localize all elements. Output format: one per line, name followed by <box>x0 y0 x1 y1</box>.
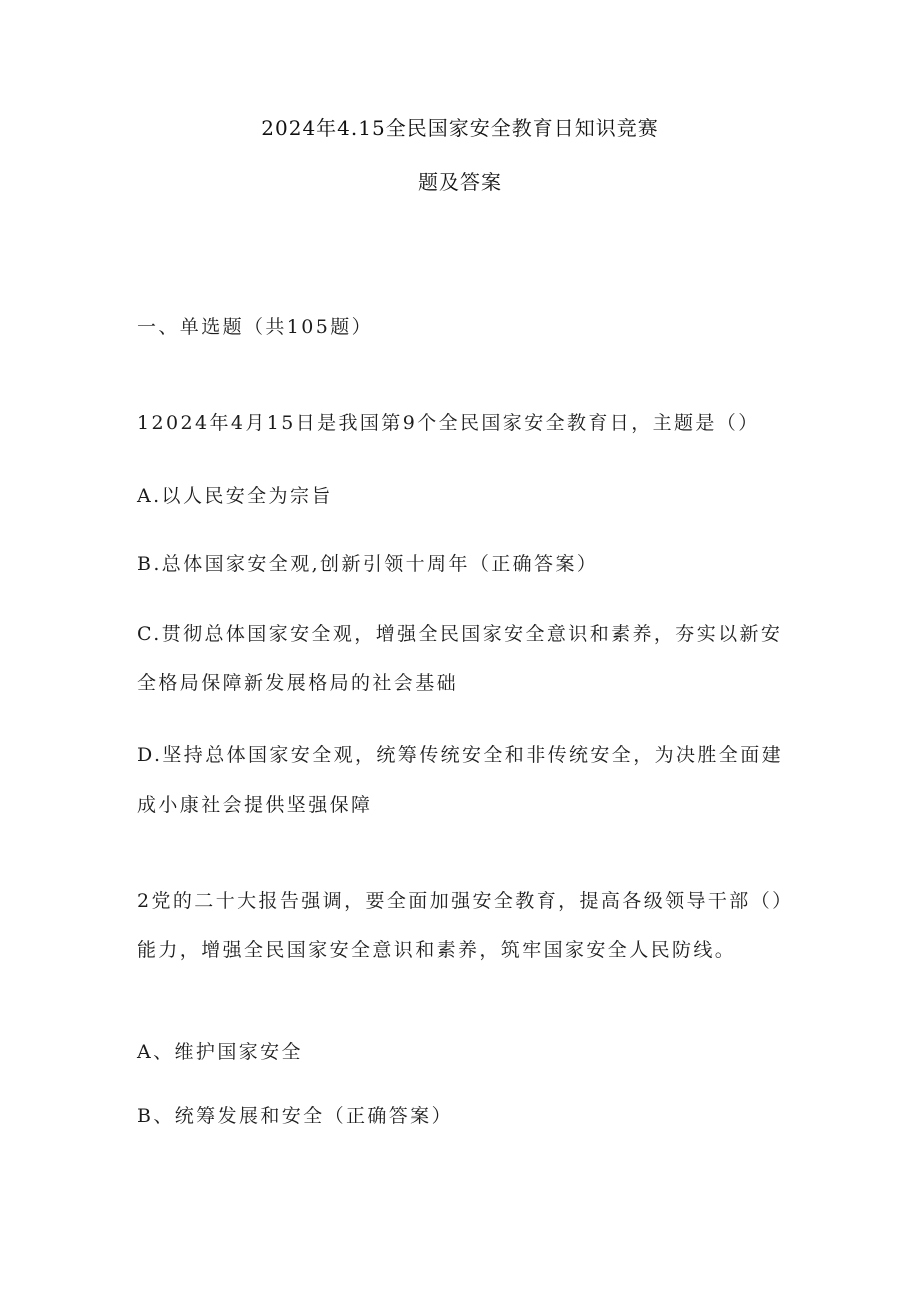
question-2-stem-line-1: 2党的二十大报告强调，要全面加强安全教育，提高各级领导干部（） <box>137 890 794 912</box>
section-heading: 一、单选题（共105题） <box>137 316 374 338</box>
question-1-option-c-line-2: 全格局保障新发展格局的社会基础 <box>137 672 459 694</box>
question-1-option-b: B.总体国家安全观,创新引领十周年（正确答案） <box>137 553 599 575</box>
question-1-option-c-line-1: C.贯彻总体国家安全观，增强全民国家安全意识和素养，夯实以新安 <box>137 623 783 645</box>
question-1-option-d-line-1: D.坚持总体国家安全观，统筹传统安全和非传统安全，为决胜全面建 <box>137 744 783 766</box>
document-title-line-2: 题及答案 <box>418 170 502 194</box>
question-1-option-d-line-2: 成小康社会提供坚强保障 <box>137 794 373 816</box>
question-1-stem: 12024年4月15日是我国第9个全民国家安全教育日，主题是（） <box>137 412 760 434</box>
question-1-option-a: A.以人民安全为宗旨 <box>137 485 333 507</box>
question-2-option-b: B、统筹发展和安全（正确答案） <box>137 1105 453 1127</box>
question-2-option-a: A、维护国家安全 <box>137 1041 303 1063</box>
document-title-line-1: 2024年4.15全民国家安全教育日知识竞赛 <box>261 116 659 140</box>
question-2-stem-line-2: 能力，增强全民国家安全意识和素养，筑牢国家安全人民防线。 <box>137 939 737 961</box>
